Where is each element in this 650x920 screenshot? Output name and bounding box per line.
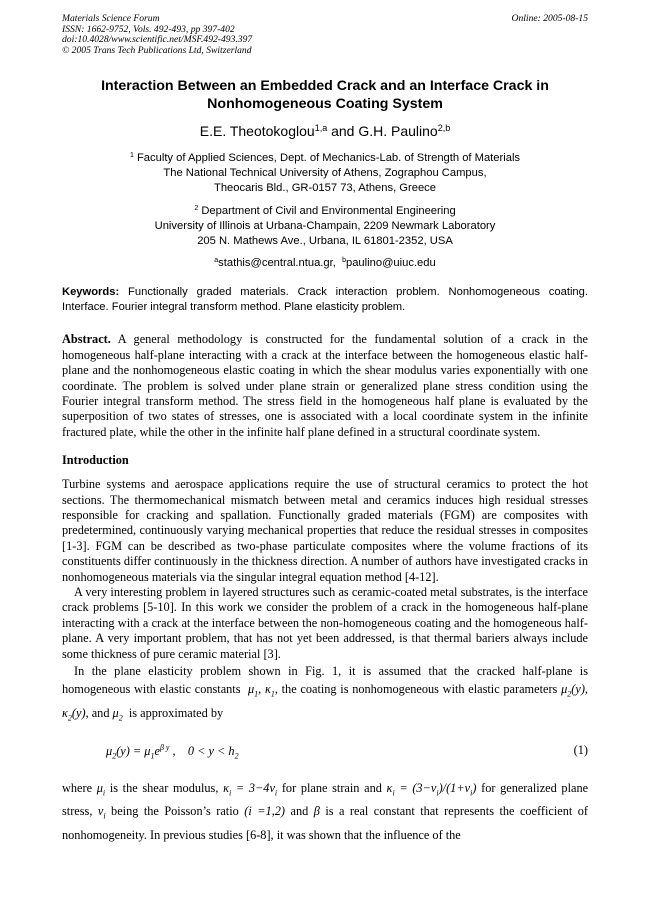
math-i-range: (i =1,2) <box>244 804 286 819</box>
paper-title <box>62 77 588 113</box>
math-nui: $\nu_i$ <box>97 804 106 821</box>
p4-text-f: and <box>290 804 309 819</box>
math-kappa2y: $\kappa_2(y)$ <box>62 705 86 722</box>
paper-page <box>62 14 588 844</box>
author-list <box>62 123 588 139</box>
copyright: © 2005 Trans Tech Publications Ltd, Switzerland <box>62 44 252 56</box>
abstract-label: Abstract. <box>62 332 111 347</box>
introduction-heading: Introduction <box>62 453 129 468</box>
p3-text-b: , the coating is nonhomogeneous with elastic parameters <box>274 682 558 697</box>
abstract <box>62 332 588 440</box>
online-date: Online: 2005-08-15 <box>511 13 588 24</box>
math-mu2y: $\mu_2(y)$ <box>561 682 585 699</box>
author-2: G.H. Paulino <box>358 123 438 140</box>
equation-1-body: $\mu_2(y) = \mu_1e^{\beta y}$ , $0 < y < h_2$ <box>106 743 239 761</box>
affiliation-2-line-2: University of Illinois at Urbana-Champain, 2209 Newmark Laboratory <box>154 220 496 233</box>
email-b[interactable]: paulino@uiuc.edu <box>345 257 436 270</box>
keywords-label: Keywords: <box>62 286 120 299</box>
affiliation-1-line-2: The National Technical University of Athens, Zographou Campus, <box>163 167 487 180</box>
affiliation-1-number: 1 <box>129 152 134 160</box>
p4-text-a: where <box>62 781 93 795</box>
keywords <box>62 285 588 315</box>
affiliation-2-number: 2 <box>194 205 199 213</box>
math-kappa-plane-stress: $\kappa_i = (3-\nu_i)/(1+\nu_i)$ <box>386 781 477 798</box>
title-line-1: Interaction Between an Embedded Crack and an Interface Crack in <box>101 78 549 95</box>
equation-1 <box>62 743 588 761</box>
p4-text-g: is a real constant that represents the coefficient of nonhomogeneity. In previous studies [6-8], it was shown that the influence of the <box>62 804 588 842</box>
intro-paragraph-2: A very interesting problem in layered structures such as ceramic-coated metal substrates, is the interface crack problems [5-10]. In this work we consider the problem of a crack in the homogeneous half-plane interacting with a crack at the interface between the non-homogeneous coating and the homogeneous half-plane. A very important problem, that has not yet been addressed, is that thermal bariers always include some thickness of pure ceramic material [3]. <box>62 585 588 661</box>
affiliation-1-line-3: Theocaris Bld., GR-0157 73, Athens, Greece <box>213 182 436 195</box>
author-emails <box>62 257 588 269</box>
p4-text-e: being the Poisson’s ratio <box>111 804 239 819</box>
affiliation-2 <box>62 201 588 249</box>
p4-text-c: for plane strain and <box>281 781 382 795</box>
math-mu1-kappa1: $\mu_1$ <box>247 682 259 699</box>
p3-text-d: is approximated by <box>128 705 224 720</box>
p4-text-b: is the shear modulus, <box>109 781 219 795</box>
intro-paragraph-3: In the plane elasticity problem shown in Fig. 1, it is assumed that the cracked half-plane is homogeneous with elastic constants $\mu_1$, $\kappa_1$, the coating is nonhomogeneous with elastic parameters $\mu_2(y)$, $\kappa_2(y)$, and $\mu_2$ is approximated by <box>62 664 588 722</box>
email-a-mark: a <box>214 257 219 265</box>
journal-header <box>62 14 588 56</box>
affiliation-2-line-3: 205 N. Mathews Ave., Urbana, IL 61801-2352, USA <box>197 235 453 248</box>
journal-name: Materials Science Forum <box>62 13 160 24</box>
abstract-text: A general methodology is constructed for the fundamental solution of a crack in the homogeneous half-plane interacting with a crack at the interface between the homogeneous elastic half-plane and the nonhomogeneous elastic coating in which the shear modulus varies exponentially with one coordinate. The problem is solved under plane strain or generalized plane stress condition using the Fourier integral transform method. The stress field in the homogeneous half plane is evaluated by the superposition of two states of stresses, one is associated with a local coordinate system in the infinite fractured plate, while the other in the infinite half plane defined in a structural coordinate system. <box>62 332 588 439</box>
p4-text-d: for generalized plane stress, <box>62 781 589 819</box>
equation-1-number: (1) <box>573 743 588 757</box>
author-1: E.E. Theotokoglou <box>199 123 315 140</box>
p3-text-c: , and <box>85 705 110 720</box>
math-beta: β <box>313 804 320 819</box>
author-conjunction: and <box>327 123 359 140</box>
issn: ISSN: 1662-9752, Vols. 492-493, pp 397-402 <box>62 23 235 35</box>
author-2-affiliation: 2,b <box>437 123 451 134</box>
author-1-affiliation: 1,a <box>314 123 328 134</box>
keywords-text: Functionally graded materials. Crack interaction problem. Nonhomogeneous coating. Interface. Fourier integral transform method. Plane elasticity problem. <box>62 286 588 314</box>
affiliation-1-line-1: Faculty of Applied Sciences, Dept. of Mechanics-Lab. of Strength of Materials <box>133 152 521 165</box>
doi: doi:10.4028/www.scientific.net/MSF.492-493.397 <box>62 34 253 46</box>
email-a[interactable]: stathis@central.ntua.gr, <box>218 257 336 270</box>
math-kappa1: $\kappa_1$ <box>264 682 275 699</box>
math-kappa-plane-strain: $\kappa_i = 3-4\nu_i$ <box>223 781 278 798</box>
p3-text-a: In the plane elasticity problem shown in Fig. 1, it is assumed that the cracked half-plane is homogeneous with elastic constants <box>62 664 588 697</box>
intro-paragraph-4 <box>62 779 588 844</box>
affiliation-2-line-1: Department of Civil and Environmental Engineering <box>198 205 456 218</box>
intro-paragraph-1: Turbine systems and aerospace applications require the use of structural ceramics to protect the hot sections. The thermomechanical mismatch between metal and ceramics induces high residual stresses responsible for cracking and spallation. Functionally graded materials (FGM) are composites with predetermined, continuously varying mechanical properties that reduce the residual stresses in composites [1-3]. FGM can be described as two-phase particulate composites where the volume fractions of its constituents differ continuously in the thickness direction. A number of authors have investigated cracks in nonhomogeneous materials via the singular integral equation method [4-12]. <box>62 477 588 584</box>
email-b-mark: b <box>342 257 346 265</box>
math-mui: $\mu_i$ <box>96 781 106 798</box>
math-mu2: $\mu_2$ <box>112 705 123 722</box>
title-line-2: Nonhomogeneous Coating System <box>207 96 443 113</box>
affiliation-1 <box>62 148 588 196</box>
